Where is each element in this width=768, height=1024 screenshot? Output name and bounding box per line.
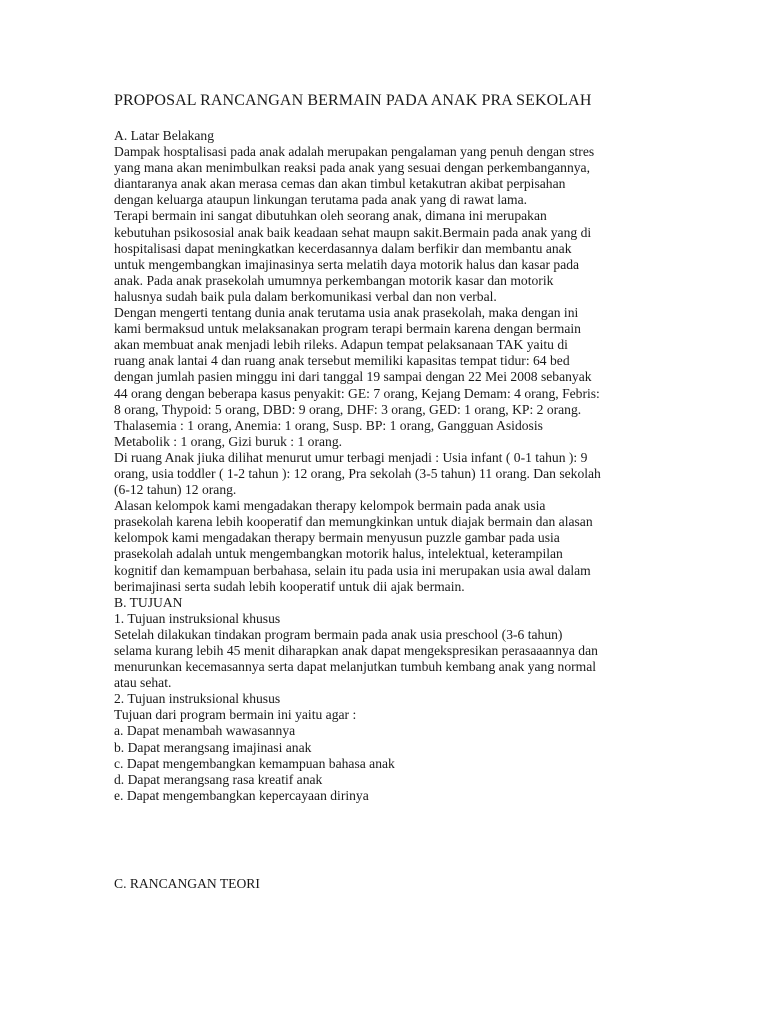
document-line: kebutuhan psikososial anak baik keadaan sehat maupn sakit.Bermain pada anak yang di [114,224,592,240]
document-line: (6-12 tahun) 12 orang. [114,482,237,498]
document-line: Di ruang Anak jiuka dilihat menurut umur terbagi menjadi : Usia infant ( 0-1 tahun ): 9 [114,449,588,465]
document-line: dengan keluarga ataupun linkungan terutama pada anak yang di rawat lama. [114,192,528,208]
document-line: yang mana akan menimbulkan reaksi pada anak yang sesuai dengan perkembangannya, [114,160,590,176]
document-line: halusnya sudah baik pula dalam berkomunikasi verbal dan non verbal. [114,288,497,304]
document-line: anak. Pada anak prasekolah umumnya perkembangan motorik kasar dan motorik [114,272,554,288]
document-line: B. TUJUAN [114,594,183,610]
document-line: Dampak hosptalisasi pada anak adalah merupakan pengalaman yang penuh dengan stres [114,144,595,160]
document-line: atau sehat. [114,675,172,691]
document-line: 44 orang dengan beberapa kasus penyakit: GE: 7 orang, Kejang Demam: 4 orang, Febris: [114,385,600,401]
document-line: berimajinasi serta sudah lebih kooperatif untuk dii ajak bermain. [114,578,465,594]
document-line: A. Latar Belakang [114,128,215,143]
document-line: kami bermaksud untuk melaksanakan program terapi bermain karena dengan bermain [114,321,581,337]
section-heading-c: C. RANCANGAN TEORI [114,876,260,891]
document-line: Dengan mengerti tentang dunia anak terutama usia anak prasekolah, maka dengan ini [114,305,579,321]
document-line: Terapi bermain ini sangat dibutuhkan oleh seorang anak, dimana ini merupakan [114,208,547,224]
document-line: untuk mengembangkan imajinasinya serta melatih daya motorik halus dan kasar pada [114,256,580,272]
document-body [114,128,659,804]
document-line: prasekolah karena lebih kooperatif dan memungkinkan untuk diajak bermain dan alasan [114,514,593,530]
document-line: a. Dapat menambah wawasannya [114,723,296,739]
document-line: Metabolik : 1 orang, Gizi buruk : 1 orang. [114,433,343,449]
document-line: d. Dapat merangsang rasa kreatif anak [114,771,323,787]
document-line: e. Dapat mengembangkan kepercayaan dirinya [114,787,369,803]
document-line: 8 orang, Thypoid: 5 orang, DBD: 9 orang, DHF: 3 orang, GED: 1 orang, KP: 2 orang. [114,401,582,417]
document-line: Alasan kelompok kami mengadakan therapy kelompok bermain pada anak usia [114,498,546,514]
document-line: Setelah dilakukan tindakan program bermain pada anak usia preschool (3-6 tahun) [114,626,563,642]
page-title: PROPOSAL RANCANGAN BERMAIN PADA ANAK PRA SEKOLAH [114,92,592,109]
document-line: b. Dapat merangsang imajinasi anak [114,739,312,755]
document-line: orang, usia toddler ( 1-2 tahun ): 12 orang, Pra sekolah (3-5 tahun) 11 orang. Dan sekolah [114,465,601,481]
document-line: diantaranya anak akan merasa cemas dan akan timbul ketakutran akibat perpisahan [114,176,566,192]
document-line: 1. Tujuan instruksional khusus [114,610,281,626]
document-line: prasekolah adalah untuk mengembangkan motorik halus, intelektual, keterampilan [114,546,563,562]
document-line: hospitalisasi dapat meningkatkan kecerdasannya dalam berfikir dan membantu anak [114,240,572,256]
document-line: selama kurang lebih 45 menit diharapkan anak dapat mengekspresikan perasaaannya dan [114,643,598,658]
document-line: ruang anak lantai 4 dan ruang anak tersebut memiliki kapasitas tempat tidur: 64 bed [114,353,570,369]
document-line: dengan jumlah pasien minggu ini dari tanggal 19 sampai dengan 22 Mei 2008 sebanyak [114,369,592,385]
document-line: menurunkan kecemasannya serta dapat melanjutkan tumbuh kembang anak yang normal [114,659,597,675]
document-line: kelompok kami mengadakan therapy bermain menyusun puzzle gambar pada usia [114,530,560,546]
document-line: 2. Tujuan instruksional khusus [114,691,281,707]
document-line: kognitif dan kemampuan berbahasa, selain itu pada usia ini merupakan usia awal dalam [114,562,591,578]
document-line: Tujuan dari program bermain ini yaitu agar : [114,707,357,723]
document-line: c. Dapat mengembangkan kemampuan bahasa anak [114,755,395,771]
document-line: Thalasemia : 1 orang, Anemia: 1 orang, Susp. BP: 1 orang, Gangguan Asidosis [114,417,543,433]
document-line: akan membuat anak menjadi lebih rileks. Adapun tempat pelaksanaan TAK yaitu di [114,337,568,353]
